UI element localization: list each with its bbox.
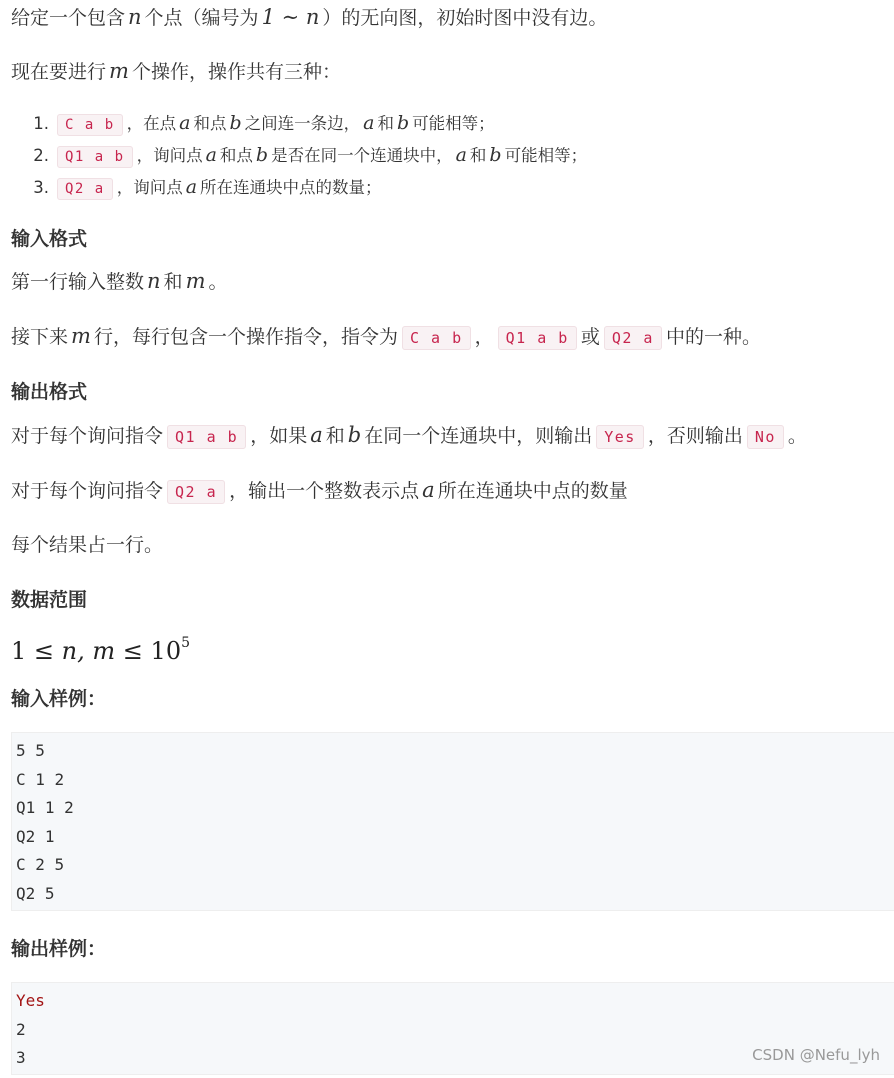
text: 或 [580,326,600,348]
math-exponent: 5 [181,635,191,651]
text: 个点（编号为 [144,7,259,29]
text: 是否在同一个连通块中， [271,146,453,165]
text: 之间连一条边， [244,114,361,133]
math-leq: ≤ [122,637,143,665]
text: 现在要进行 [11,61,107,83]
math-var: a [363,112,375,134]
code-line: 2 [16,1019,26,1039]
text: 给定一个包含 [11,7,126,29]
operations-list [11,108,587,204]
code-line: C 1 2 [16,769,65,789]
text: 所在连通块中点的数量； [200,178,382,197]
text: 和 [163,271,183,293]
list-number: 2. [33,146,49,165]
math-var: b [396,112,410,134]
text: 第一行输入整数 [11,271,145,293]
math-var-n: n [128,5,142,29]
text: ，如果 [250,425,308,447]
intro-paragraph-2 [11,56,341,87]
inline-code: Q2 a [604,326,662,350]
inline-code: Q1 a b [57,146,133,168]
data-range-formula [11,623,190,671]
text: 和 [377,114,394,133]
text: ）的无向图，初始时图中没有边。 [322,7,608,29]
input-format-heading: 输入格式 [11,228,88,250]
inline-code: C a b [402,326,471,350]
input-format-line-2 [11,321,761,353]
math-var-m: m [71,324,91,348]
sample-output-heading: 输出样例： [11,938,107,960]
text: ，输出一个整数表示点 [229,480,420,502]
math-leq: ≤ [33,637,55,665]
inline-code: Q1 a b [498,326,577,350]
text: 接下来 [11,326,69,348]
text: 。 [208,271,228,293]
text: ， [474,326,494,348]
inline-code: C a b [57,114,123,136]
text: 对于每个询问指令 [11,480,164,502]
code-line: Q2 1 [16,826,55,846]
data-range-heading: 数据范围 [11,589,88,611]
text: 对于每个询问指令 [11,425,164,447]
math-var: a [185,176,198,198]
math-var-n: n [147,269,161,293]
math-var: b [255,144,269,166]
inline-code: No [747,425,784,449]
text: ，询问点 [136,146,203,165]
text: 和 [325,425,345,447]
output-format-line-2 [11,475,628,507]
output-format-line-3: 每个结果占一行。 [11,534,164,556]
output-format-heading: 输出格式 [11,381,88,403]
text: 中的一种。 [665,326,761,348]
code-line: Yes [16,991,45,1010]
sample-input-heading: 输入样例： [11,688,107,710]
inline-code: Q1 a b [167,425,246,449]
text: 行，每行包含一个操作指令，指令为 [93,326,398,348]
output-format-line-1 [11,420,807,452]
text: 在同一个连通块中，则输出 [364,425,593,447]
text: ，否则输出 [647,425,743,447]
watermark: CSDN @Nefu_lyh [752,1046,880,1064]
math-vars: n, m [61,637,116,665]
inline-code: Yes [596,425,644,449]
text: ，询问点 [116,178,183,197]
code-line: 3 [16,1048,26,1067]
math-var: a [422,478,435,502]
text: 。 [787,425,807,447]
inline-code: Q2 a [167,480,225,504]
list-item [11,140,587,172]
math-var: a [179,112,191,134]
input-format-line-1 [11,266,228,297]
list-number: 1. [33,114,49,133]
math-range: 1 ∼ n [261,5,320,29]
math-var: a [310,423,323,447]
text: 和点 [193,114,227,133]
text: 可能相等； [504,146,588,165]
math-var: a [205,144,217,166]
list-item [11,172,587,204]
math-number: 10 [150,637,182,665]
text: 和 [469,146,487,165]
math-var: a [455,144,467,166]
text: 和点 [219,146,253,165]
math-number: 1 [11,637,27,665]
text: 可能相等； [412,114,495,133]
intro-paragraph-1 [11,2,607,33]
code-line: Q1 1 2 [16,798,74,817]
text: ，在点 [126,114,177,133]
code-line: C 2 5 [16,855,65,874]
math-var: b [229,112,242,134]
text: 所在连通块中点的数量 [437,480,628,502]
math-var-m: m [109,59,129,83]
list-item [11,108,587,140]
math-var-m: m [185,269,206,293]
code-line: 5 5 [16,741,45,760]
math-var: b [489,144,502,166]
text: 个操作，操作共有三种： [131,61,341,83]
list-number: 3. [33,178,49,197]
math-var: b [347,423,362,447]
sample-input-codeblock [11,732,894,911]
code-line: Q2 5 [16,883,55,903]
inline-code: Q2 a [57,178,113,200]
